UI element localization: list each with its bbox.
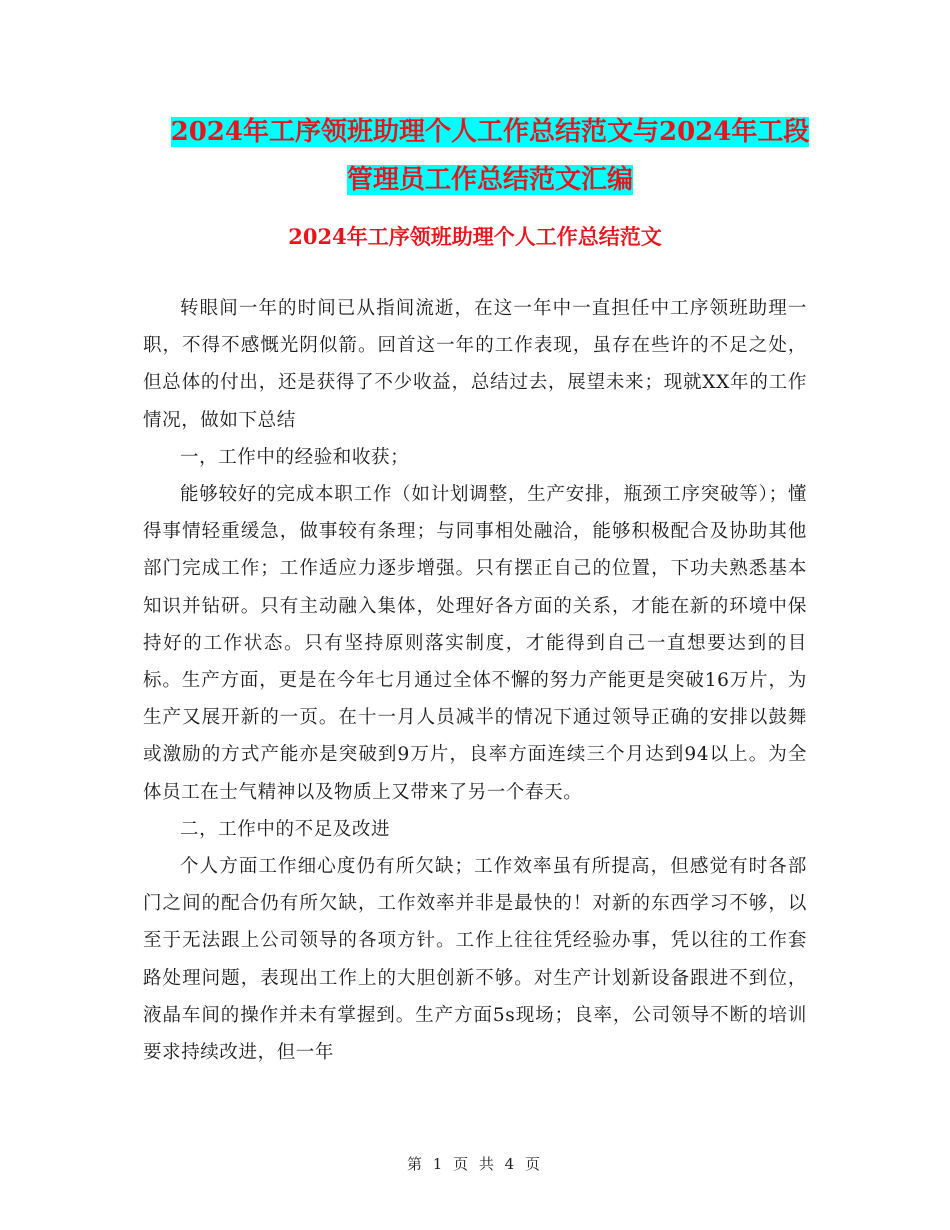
document-title [140, 108, 840, 204]
document-body [143, 290, 807, 1071]
paragraph-shortcomings: 个人方面工作细心度仍有所欠缺；工作效率虽有所提高，但感觉有时各部门之间的配合仍有所欠缺，工作效率并非是最快的！对新的东西学习不够，以至于无法跟上公司领导的各项方针。工作上往往凭经验办事，凭以往的工作套路处理问题，表现出工作上的大胆创新不够。对生产计划新设备跟进不到位，液晶车间的操作并未有掌握到。生产方面5s现场；良率，公司领导不断的培训要求持续改进，但一年 [143, 856, 807, 1064]
page-footer: 第 1 页 共 4 页 [407, 1155, 543, 1173]
section-title: 2024年工序领班助理个人工作总结范文 [288, 224, 662, 249]
paragraph-intro: 转眼间一年的时间已从指间流逝，在这一年中一直担任中工序领班助理一职，不得不感慨光阴似箭。回首这一年的工作表现，虽存在些许的不足之处，但总体的付出，还是获得了不少收益，总结过去，展望未来；现就XX年的工作情况，做如下总结 [143, 298, 807, 431]
document-title-line2: 管理员工作总结范文汇编 [346, 165, 633, 195]
heading-shortcomings: 二，工作中的不足及改进 [180, 818, 391, 840]
heading-experience: 一，工作中的经验和收获； [180, 446, 410, 468]
document-title-line1: 2024年工序领班助理个人工作总结范文与2024年工段 [170, 117, 810, 147]
paragraph-experience: 能够较好的完成本职工作（如计划调整，生产安排，瓶颈工序突破等）；懂得事情轻重缓急，做事较有条理；与同事相处融洽，能够积极配合及协助其他部门完成工作；工作适应力逐步增强。只有摆正自己的位置，下功夫熟悉基本知识并钻研。只有主动融入集体，处理好各方面的关系，才能在新的环境中保持好的工作状态。只有坚持原则落实制度，才能得到自己一直想要达到的目标。生产方面，更是在今年七月通过全体不懈的努力产能更是突破16万片，为生产又展开新的一页。在十一月人员减半的情况下通过领导正确的安排以鼓舞或激励的方式产能亦是突破到9万片，良率方面连续三个月达到94以上。为全体员工在士气精神以及物质上又带来了另一个春天。 [143, 484, 807, 803]
